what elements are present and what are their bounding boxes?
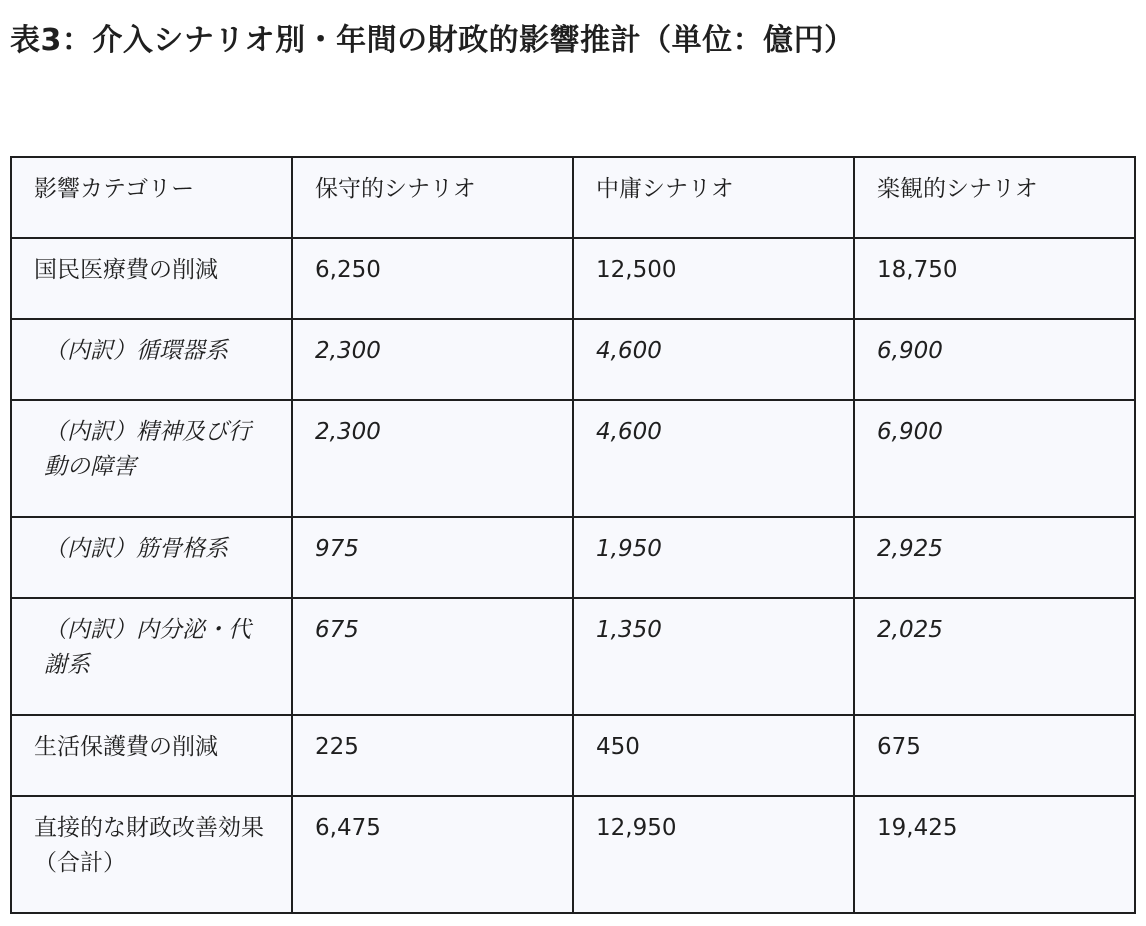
row-label-musculoskeletal: （内訳）筋骨格系 — [11, 517, 292, 598]
cell-conservative: 2,300 — [292, 400, 573, 517]
cell-optimistic: 2,025 — [854, 598, 1135, 715]
header-category: 影響カテゴリー — [11, 157, 292, 238]
table-row-medical-cost — [11, 238, 1135, 319]
table-header-row — [11, 157, 1135, 238]
cell-moderate: 1,350 — [573, 598, 854, 715]
cell-conservative: 975 — [292, 517, 573, 598]
table-row-musculoskeletal — [11, 517, 1135, 598]
row-label-endocrine: （内訳）内分泌・代謝系 — [11, 598, 292, 715]
header-conservative: 保守的シナリオ — [292, 157, 573, 238]
row-label-total: 直接的な財政改善効果（合計） — [11, 796, 292, 913]
header-optimistic: 楽観的シナリオ — [854, 157, 1135, 238]
cell-optimistic: 6,900 — [854, 319, 1135, 400]
cell-conservative: 6,250 — [292, 238, 573, 319]
cell-conservative: 225 — [292, 715, 573, 796]
cell-moderate: 12,500 — [573, 238, 854, 319]
row-label-welfare: 生活保護費の削減 — [11, 715, 292, 796]
cell-moderate: 4,600 — [573, 319, 854, 400]
fiscal-impact-table — [10, 156, 1136, 914]
table-row-welfare — [11, 715, 1135, 796]
cell-optimistic: 2,925 — [854, 517, 1135, 598]
table-row-circulatory — [11, 319, 1135, 400]
table-row-mental — [11, 400, 1135, 517]
row-label-circulatory: （内訳）循環器系 — [11, 319, 292, 400]
cell-moderate: 450 — [573, 715, 854, 796]
cell-conservative: 675 — [292, 598, 573, 715]
cell-moderate: 4,600 — [573, 400, 854, 517]
table-row-total — [11, 796, 1135, 913]
row-label-medical-cost: 国民医療費の削減 — [11, 238, 292, 319]
page-title: 表3：介入シナリオ別・年間の財政的影響推計（単位：億円） — [10, 23, 855, 58]
cell-conservative: 6,475 — [292, 796, 573, 913]
cell-moderate: 12,950 — [573, 796, 854, 913]
cell-conservative: 2,300 — [292, 319, 573, 400]
cell-moderate: 1,950 — [573, 517, 854, 598]
table-row-endocrine — [11, 598, 1135, 715]
row-label-mental: （内訳）精神及び行動の障害 — [11, 400, 292, 517]
cell-optimistic: 19,425 — [854, 796, 1135, 913]
cell-optimistic: 18,750 — [854, 238, 1135, 319]
header-moderate: 中庸シナリオ — [573, 157, 854, 238]
cell-optimistic: 675 — [854, 715, 1135, 796]
cell-optimistic: 6,900 — [854, 400, 1135, 517]
